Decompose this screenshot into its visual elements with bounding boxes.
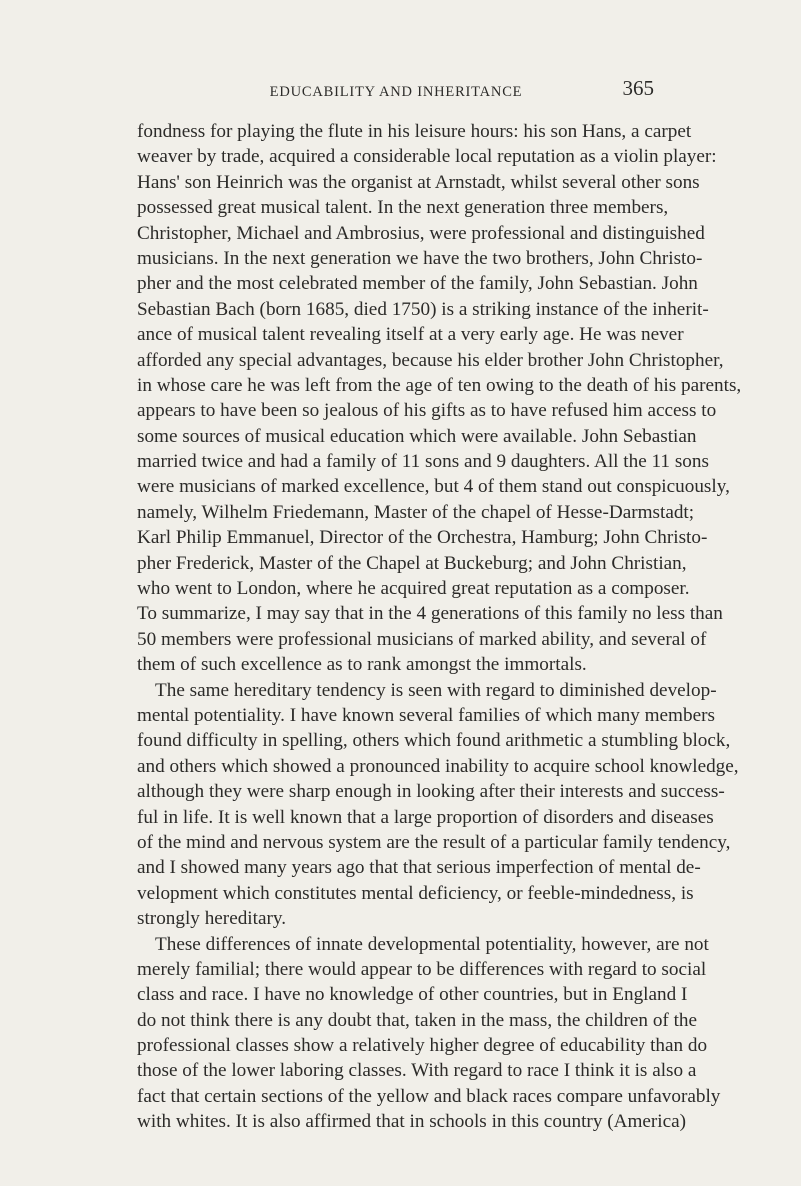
text-line: and others which showed a pronounced inability to acquire school knowledge,	[137, 755, 739, 777]
text-line: and I showed many years ago that that serious imperfection of mental de-	[137, 857, 701, 879]
text-line: although they were sharp enough in looking after their interests and success-	[137, 781, 725, 803]
text-line: in whose care he was left from the age of ten owing to the death of his parents,	[137, 374, 742, 396]
text-line: appears to have been so jealous of his gifts as to have refused him access to	[137, 400, 717, 422]
text-line: with whites. It is also affirmed that in schools in this country (America)	[137, 1111, 687, 1133]
text-line: fact that certain sections of the yellow and black races compare unfavorably	[137, 1085, 721, 1107]
text-line: married twice and had a family of 11 sons and 9 daughters. All the 11 sons	[137, 451, 709, 473]
text-line: pher Frederick, Master of the Chapel at Buckeburg; and John Christian,	[137, 552, 687, 574]
body-text	[137, 119, 742, 1135]
text-line: mental potentiality. I have known several families of which many members	[137, 704, 715, 726]
text-line: Christopher, Michael and Ambrosius, were professional and distinguished	[137, 222, 705, 244]
text-line: To summarize, I may say that in the 4 generations of this family no less than	[137, 603, 723, 625]
text-line: 50 members were professional musicians of marked ability, and several of	[137, 628, 707, 650]
text-line: weaver by trade, acquired a considerable local reputation as a violin player:	[137, 146, 717, 168]
text-line: afforded any special advantages, because his elder brother John Christopher,	[137, 349, 724, 371]
text-line: Sebastian Bach (born 1685, died 1750) is a striking instance of the inherit-	[137, 298, 709, 320]
text-line: namely, Wilhelm Friedemann, Master of the chapel of Hesse-Darmstadt;	[137, 501, 695, 523]
text-line: them of such excellence as to rank amongst the immortals.	[137, 654, 587, 676]
text-line: some sources of musical education which were available. John Sebastian	[137, 425, 697, 447]
page-number: 365	[622, 76, 654, 100]
text-line: The same hereditary tendency is seen with regard to diminished develop-	[155, 679, 717, 701]
text-line: possessed great musical talent. In the next generation three members,	[137, 197, 669, 219]
text-line: merely familial; there would appear to be differences with regard to social	[137, 958, 707, 980]
text-line: class and race. I have no knowledge of other countries, but in England I	[137, 984, 688, 1006]
text-line: ful in life. It is well known that a large proportion of disorders and diseases	[137, 806, 714, 828]
text-line: were musicians of marked excellence, but 4 of them stand out conspicuously,	[137, 476, 730, 498]
text-line: professional classes show a relatively higher degree of educability than do	[137, 1035, 708, 1057]
text-line: musicians. In the next generation we have the two brothers, John Christo-	[137, 247, 703, 269]
text-line: Hans' son Heinrich was the organist at Arnstadt, whilst several other sons	[137, 171, 700, 193]
text-line: velopment which constitutes mental deficiency, or feeble-mindedness, is	[137, 882, 694, 904]
text-line: ance of musical talent revealing itself at a very early age. He was never	[137, 324, 684, 346]
text-line: Karl Philip Emmanuel, Director of the Orchestra, Hamburg; John Christo-	[137, 527, 708, 549]
text-line: strongly hereditary.	[137, 908, 287, 930]
text-line: who went to London, where he acquired great reputation as a composer.	[137, 578, 690, 600]
text-line: do not think there is any doubt that, taken in the mass, the children of the	[137, 1009, 698, 1031]
running-title: EDUCABILITY AND INHERITANCE	[269, 84, 523, 100]
running-head	[138, 76, 654, 102]
text-line: of the mind and nervous system are the result of a particular family tendency,	[137, 831, 731, 853]
text-line: found difficulty in spelling, others which found arithmetic a stumbling block,	[137, 730, 731, 752]
text-line: These differences of innate developmental potentiality, however, are not	[155, 933, 709, 955]
text-line: those of the lower laboring classes. With regard to race I think it is also a	[137, 1060, 697, 1082]
text-line: fondness for playing the flute in his leisure hours: his son Hans, a carpet	[137, 121, 692, 142]
text-line: pher and the most celebrated member of the family, John Sebastian. John	[137, 273, 698, 295]
